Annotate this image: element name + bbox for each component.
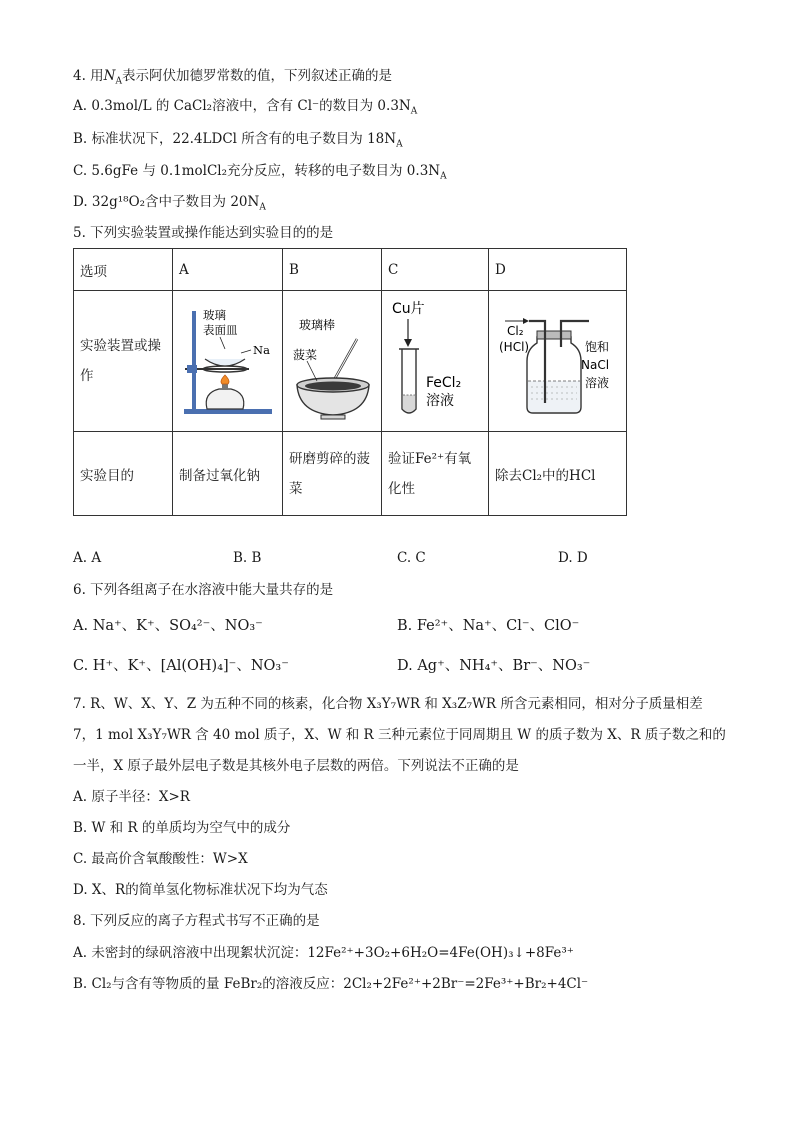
q6-option-c: C. H⁺、K⁺、[Al(OH)₄]⁻、NO₃⁻ <box>73 658 289 674</box>
q8-option-b: B. Cl₂与含有等物质的量 FeBr₂的溶液反应：2Cl₂+2Fe²⁺+2Br⁻=2Fe³⁺+Br₂+4Cl⁻ <box>73 976 589 992</box>
q4-option-a-text: A. 0.3mol/L 的 CaCl₂溶液中，含有 Cl⁻的数目为 0.3N <box>73 98 411 114</box>
apparatus-d-diagram <box>489 291 626 427</box>
label-spinach: 菠菜 <box>293 348 318 362</box>
q6-option-b: B. Fe²⁺、Na⁺、Cl⁻、ClO⁻ <box>397 618 580 634</box>
q7-option-b: B. W 和 R 的单质均为空气中的成分 <box>73 820 291 836</box>
q6-option-d: D. Ag⁺、NH₄⁺、Br⁻、NO₃⁻ <box>397 658 591 674</box>
q5-answer-c: C. C <box>397 550 426 566</box>
q5-header-cell: C <box>382 249 489 291</box>
q4-option-c-text: C. 5.6gFe 与 0.1molCl₂充分反应，转移的电子数目为 0.3N <box>73 163 441 179</box>
label-hcl: (HCl) <box>499 340 530 354</box>
q5-figure-a <box>173 291 283 432</box>
q4-option-c-sub: A <box>440 171 447 182</box>
label-glass-rod: 玻璃棒 <box>299 318 336 332</box>
q8-option-a: A. 未密封的绿矾溶液中出现絮状沉淀：12Fe²⁺+3O₂+6H₂O=4Fe(OH)₃↓+8Fe³⁺ <box>73 945 574 961</box>
q5-stem: 5. 下列实验装置或操作能达到实验目的的是 <box>73 225 334 241</box>
q4-option-d-sub: A <box>259 202 266 213</box>
label-solution-d: 溶液 <box>585 376 610 390</box>
q5-row-label: 实验目的 <box>74 432 173 516</box>
na-subscript: A <box>115 76 122 87</box>
q5-figure-c <box>382 291 489 432</box>
q7-line-3: 一半，X 原子最外层电子数是其核外电子层数的两倍。下列说法不正确的是 <box>73 758 519 774</box>
label-glass: 玻璃 <box>203 308 226 322</box>
q5-figure-b <box>283 291 382 432</box>
q7-option-c: C. 最高价含氧酸酸性：W>X <box>73 851 248 867</box>
q5-purpose-cell: 验证Fe²⁺有氧化性 <box>382 432 489 516</box>
q5-purpose-row <box>74 432 627 516</box>
apparatus-b-diagram <box>283 291 381 427</box>
q4-option-d-text: D. 32g¹⁸O₂含中子数目为 20N <box>73 194 260 210</box>
apparatus-a-diagram <box>173 291 282 427</box>
q5-header-cell: B <box>283 249 382 291</box>
q5-header-cell: 选项 <box>74 249 173 291</box>
apparatus-c-diagram <box>382 291 488 427</box>
q5-row-label: 实验装置或操作 <box>74 291 173 432</box>
q4-option-c <box>73 162 447 186</box>
label-saturated: 饱和 <box>585 340 610 354</box>
q5-answer-b: B. B <box>233 550 262 566</box>
na-symbol: N <box>103 68 116 84</box>
label-na: Na <box>253 343 270 357</box>
q4-option-b <box>73 130 403 154</box>
q7-line-2: 7，1 mol X₃Y₇WR 含 40 mol 质子，X、W 和 R 三种元素位于同周期且 W 的质子数为 X、R 质子数之和的 <box>73 727 726 743</box>
label-cl2: Cl₂ <box>507 324 524 338</box>
q5-header-row <box>74 249 627 291</box>
q4-option-d <box>73 193 266 217</box>
q5-table <box>73 248 627 516</box>
q6-option-a: A. Na⁺、K⁺、SO₄²⁻、NO₃⁻ <box>73 618 263 634</box>
q7-line-1: 7. R、W、X、Y、Z 为五种不同的核素，化合物 X₃Y₇WR 和 X₃Z₇WR 所含元素相同，相对分子质量相差 <box>73 696 703 712</box>
q4-option-a-sub: A <box>410 106 418 117</box>
q5-purpose-cell: 制备过氧化钠 <box>173 432 283 516</box>
q5-purpose-cell: 除去Cl₂中的HCl <box>489 432 627 516</box>
q7-option-d: D. X、R的简单氢化物标准状况下均为气态 <box>73 882 328 898</box>
q5-purpose-cell: 研磨剪碎的菠菜 <box>283 432 382 516</box>
q4-option-b-text: B. 标准状况下，22.4LDCl 所含有的电子数目为 18N <box>73 131 397 147</box>
q5-figure-d <box>489 291 627 432</box>
q6-stem: 6. 下列各组离子在水溶液中能大量共存的是 <box>73 582 334 598</box>
q5-answer-a: A. A <box>73 550 102 566</box>
q4-stem-post: 表示阿伏加德罗常数的值，下列叙述正确的是 <box>121 68 392 84</box>
q7-option-a: A. 原子半径：X>R <box>73 789 190 805</box>
q5-apparatus-row <box>74 291 627 432</box>
q8-stem: 8. 下列反应的离子方程式书写不正确的是 <box>73 913 320 929</box>
q5-answer-d: D. D <box>558 550 588 566</box>
q5-header-cell: D <box>489 249 627 291</box>
label-solution-c: 溶液 <box>426 393 454 409</box>
label-watch-glass: 表面皿 <box>203 323 238 337</box>
q4-option-b-sub: A <box>396 139 403 150</box>
q4-stem-pre: 4. 用 <box>73 68 104 84</box>
label-nacl: NaCl <box>581 358 610 372</box>
label-fecl2: FeCl₂ <box>426 375 462 391</box>
label-cu-strip: Cu片 <box>392 301 425 317</box>
q4-option-a <box>73 97 417 121</box>
q5-header-cell: A <box>173 249 283 291</box>
q4-stem <box>73 67 392 91</box>
